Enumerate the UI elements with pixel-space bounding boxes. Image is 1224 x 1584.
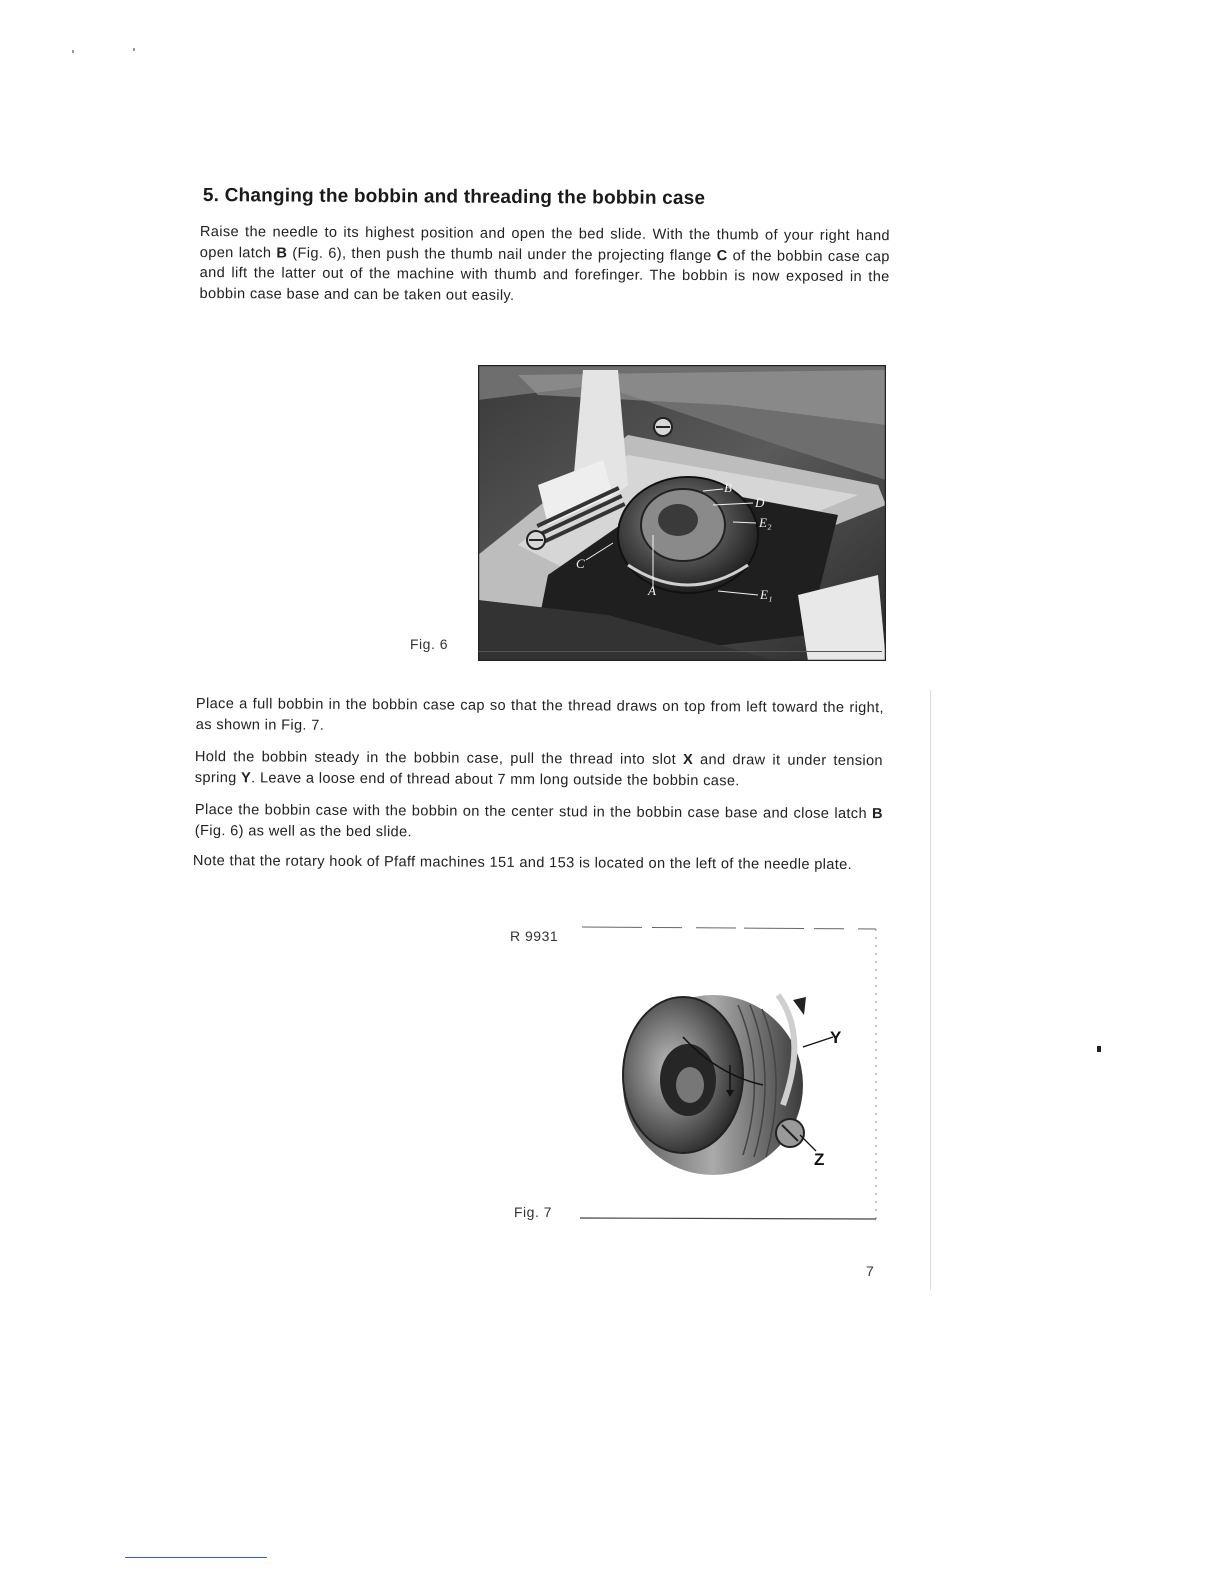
paragraph-place-bobbin (196, 694, 884, 739)
fig7-callout-z: Z (814, 1150, 825, 1169)
text-run: (Fig. 6), then push the thumb nail under the projecting flange (287, 245, 717, 264)
fig6-callout-c: C (576, 556, 585, 571)
paragraph-remove-bobbin (199, 222, 889, 308)
paragraph-close-latch (195, 800, 883, 845)
fig6-caption: Fig. 6 (410, 636, 449, 652)
page-number: 7 (866, 1263, 874, 1279)
paragraph-thread-slot (195, 747, 883, 792)
text-run: Note that the rotary hook of Pfaff machines 151 and 153 is located on the left of the needle plate. (192, 852, 853, 874)
scan-speck (72, 50, 74, 53)
text-run: (Fig. 6) as well as the bed slide. (194, 822, 412, 840)
text-run: Raise the needle to its highest position and open the bed slide. With the thumb of your right hand open latch (199, 223, 890, 261)
fig6-baseline-divider (478, 651, 882, 652)
text-run: Hold the bobbin steady in the bobbin case, pull the thread into slot (194, 748, 684, 768)
text-run: and draw it under tension spring (194, 752, 883, 786)
text-run: Place the bobbin case with the bobbin on the center stud in the bobbin case base and close latch (194, 801, 873, 823)
fig6-callout-e1: E₁ (760, 587, 773, 602)
fig6-callout-b: B (724, 480, 732, 495)
scan-speck (133, 48, 135, 51)
text-run: . Leave a loose end of thread about 7 mm long outside the bobbin case. (251, 769, 740, 789)
fig7-photo (578, 925, 880, 1225)
scan-speck (1097, 1046, 1101, 1052)
fig6-callout-d: D (755, 495, 765, 510)
callout-ref: Y (241, 769, 252, 786)
callout-ref: X (682, 751, 694, 769)
section-heading: 5. Changing the bobbin and threading the bobbin case (202, 185, 706, 210)
callout-ref: B (276, 244, 288, 262)
fig7-caption: Fig. 7 (514, 1204, 553, 1220)
callout-ref: B (871, 806, 883, 823)
text-run: of the bobbin case cap and lift the latter out of the machine with thumb and forefinger. The bobbin is now exposed in the bobbin case base and can be taken out easily. (199, 247, 890, 304)
fig7-callout-y: Y (830, 1028, 842, 1047)
paragraph-note (193, 851, 881, 876)
fig6-callout-a: A (648, 583, 656, 598)
fig7-reference-number: R 9931 (510, 928, 559, 944)
fig6-callout-e2: E₂ (759, 515, 772, 530)
scan-edge-line (930, 690, 931, 1290)
callout-ref: C (716, 247, 728, 264)
scan-edge-underline (125, 1557, 267, 1558)
text-run: Place a full bobbin in the bobbin case cap so that the thread draws on top from left toward the right, as shown in Fig. 7. (195, 695, 884, 734)
fig6-photo (478, 365, 886, 661)
